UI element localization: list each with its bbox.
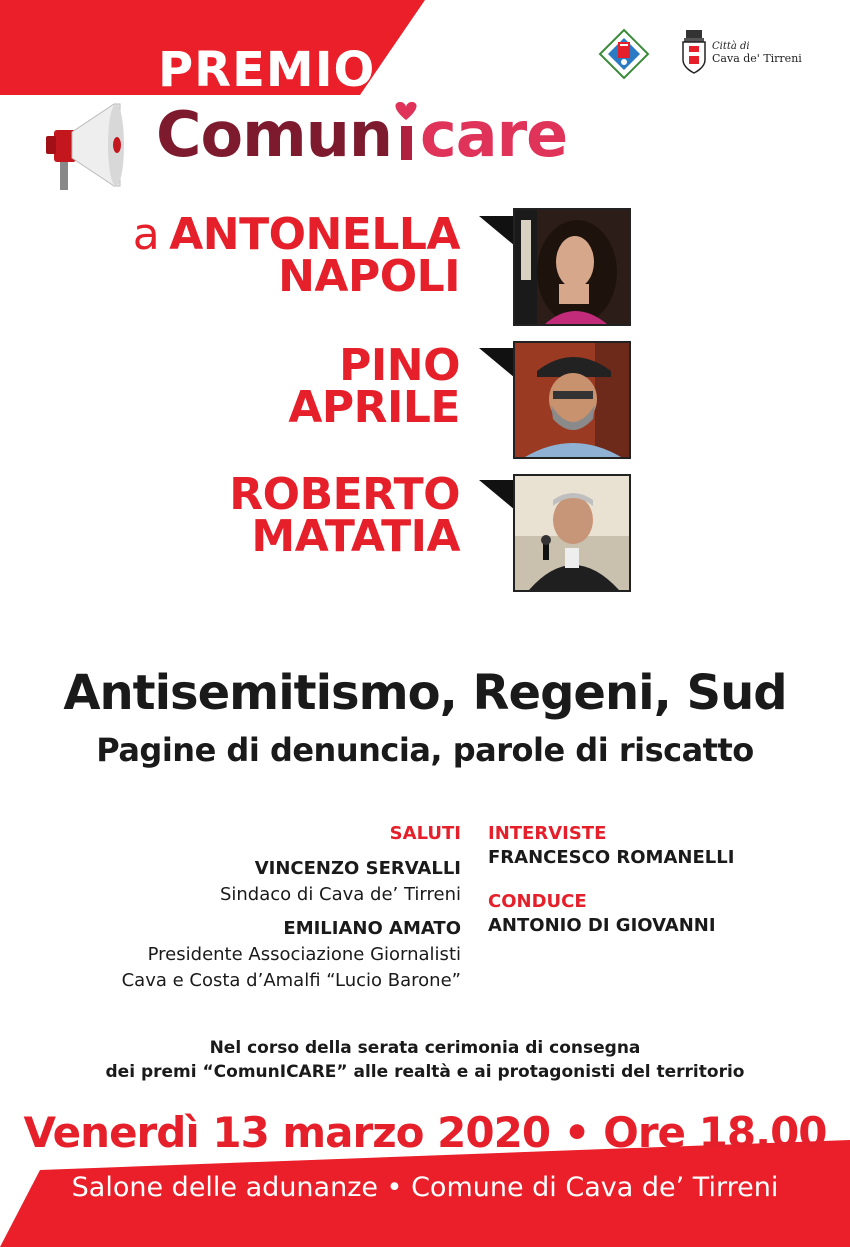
megaphone-icon — [44, 100, 126, 192]
event-subtitle: Pagine di denuncia, parole di riscatto — [96, 731, 754, 769]
speaker-1-pointer — [479, 216, 515, 246]
speaker-3-line1: ROBERTO — [229, 469, 460, 520]
city-logo — [680, 30, 802, 74]
speaker-2-pointer — [479, 348, 515, 378]
speaker-1-name — [132, 209, 460, 302]
city-crest-icon — [680, 30, 708, 74]
note-line2: dei premi “ComunICARE” alle realtà e ai protagonisti del territorio — [105, 1062, 745, 1082]
heart-i-icon — [392, 104, 420, 166]
premio-heading: PREMIO — [158, 42, 376, 98]
city-logo-line2: Cava de' Tirreni — [712, 52, 802, 65]
interviste-label: INTERVISTE — [488, 823, 607, 844]
speaker-1-line2: NAPOLI — [278, 251, 460, 302]
speaker-2-photo — [513, 341, 631, 459]
saluti-section — [41, 822, 461, 994]
speaker-1-photo — [513, 208, 631, 326]
interviste-name: FRANCESCO ROMANELLI — [488, 847, 735, 868]
speaker-2-name — [288, 340, 460, 433]
saluti-person2-name: EMILIANO AMATO — [283, 918, 461, 939]
note-line1: Nel corso della serata cerimonia di consegna — [209, 1038, 641, 1058]
event-date: Venerdì 13 marzo 2020 • Ore 18.00 — [23, 1108, 827, 1157]
interviste-section — [488, 822, 828, 938]
speaker-2-line2: APRILE — [288, 382, 460, 433]
saluti-label: SALUTI — [389, 823, 461, 844]
brand-wordmark — [156, 98, 568, 171]
event-title: Antisemitismo, Regeni, Sud — [63, 665, 787, 721]
speaker-3-line2: MATATIA — [251, 511, 460, 562]
saluti-person1-name: VINCENZO SERVALLI — [254, 858, 461, 879]
saluti-person2-role1: Presidente Associazione Giornalisti — [147, 944, 461, 965]
association-logo-icon — [598, 28, 650, 80]
brand-part2: care — [419, 98, 568, 171]
conduce-name: ANTONIO DI GIOVANNI — [488, 915, 716, 936]
event-venue: Salone delle adunanze • Comune di Cava de’ Tirreni — [71, 1172, 779, 1203]
speaker-3-pointer — [479, 480, 515, 510]
saluti-person1-role: Sindaco di Cava de’ Tirreni — [219, 884, 461, 905]
conduce-label: CONDUCE — [488, 891, 587, 912]
speaker-3-name — [229, 469, 460, 562]
city-logo-line1: Città di — [712, 41, 750, 52]
brand-part1: Comun — [156, 98, 392, 171]
speaker-2-line1: PINO — [339, 340, 460, 391]
speaker-3-photo — [513, 474, 631, 592]
saluti-person2-role2: Cava e Costa d’Amalfi “Lucio Barone” — [121, 970, 461, 991]
speaker-1-line1: ANTONELLA — [169, 209, 460, 260]
speaker-1-prefix: a — [132, 209, 160, 260]
